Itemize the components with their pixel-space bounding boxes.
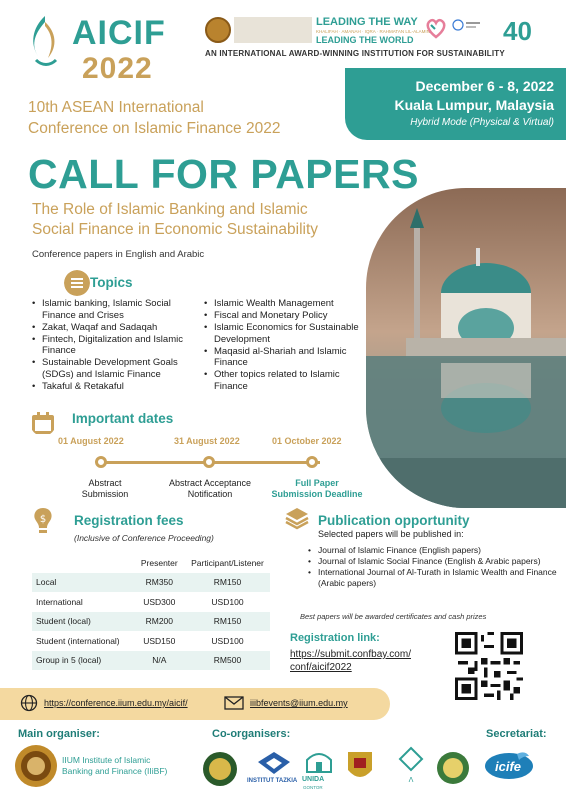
sustainability-heart-icon	[425, 17, 447, 39]
iium-seal-icon	[205, 17, 231, 43]
topic-item: • Maqasid al-Shariah and Islamic Finance	[204, 346, 364, 369]
unida-sub: GONTOR	[303, 785, 323, 790]
aicif-logo-icon	[22, 14, 68, 70]
fees-column-header: Participant/Listener	[191, 557, 264, 568]
fees-cell: International	[36, 596, 83, 607]
fees-cell: RM350	[134, 573, 181, 593]
leading-the-world: LEADING THE WORLD	[316, 35, 414, 45]
language-note: Conference papers in English and Arabic	[32, 249, 205, 260]
co-organisers-heading: Co-organisers:	[212, 728, 291, 740]
publication-item: • International Journal of Al-Turath in Islamic Wealth and Finance (Arabic papers)	[308, 567, 558, 589]
publication-list	[308, 545, 558, 589]
fees-cell: RM200	[134, 612, 181, 632]
lightbulb-coin-icon	[30, 506, 56, 536]
event-dates: December 6 - 8, 2022	[415, 78, 554, 94]
fees-cell: Local	[32, 573, 134, 593]
iium-name-block	[234, 17, 312, 43]
topics-column-1	[32, 298, 202, 393]
fees-cell: Student (local)	[32, 612, 134, 632]
icife-name: icife	[495, 759, 522, 774]
leading-the-way: LEADING THE WAY	[316, 16, 418, 28]
topic-item: • Fiscal and Monetary Policy	[204, 310, 364, 322]
fees-column-header: Presenter	[140, 557, 178, 568]
publication-item: • Journal of Islamic Social Finance (English & Arabic papers)	[308, 556, 558, 567]
date-3: 01 October 2022	[272, 436, 342, 446]
fees-cell: RM150	[181, 573, 270, 593]
fees-table	[32, 553, 270, 670]
timeline-dot-1	[95, 456, 107, 468]
topic-item: • Other topics related to Islamic Finance	[204, 369, 364, 392]
publication-subheading: Selected papers will be published in:	[318, 529, 464, 539]
logo-year: 2022	[82, 52, 153, 85]
fees-cell: USD300	[143, 596, 176, 607]
timeline-dot-2	[203, 456, 215, 468]
tazkia-logo-icon	[254, 750, 294, 776]
topic-item: • Fintech, Digitalization and Islamic Finance	[32, 334, 202, 357]
email-link[interactable]: iiibfevents@iium.edu.my	[250, 698, 348, 708]
topic-item: • Islamic Economics for Sustainable Development	[204, 322, 364, 345]
topic-item: • Sustainable Development Goals (SDGs) and Islamic Finance	[32, 357, 202, 380]
event-mode: Hybrid Mode (Physical & Virtual)	[410, 117, 554, 128]
tazkia-name: INSTITUT TAZKIA	[247, 778, 298, 784]
fees-row	[32, 631, 270, 651]
important-dates-heading: Important dates	[72, 411, 174, 426]
timeline-dot-3	[306, 456, 318, 468]
registration-fees-heading: Registration fees	[74, 513, 184, 528]
co-organiser-logo-6	[436, 750, 470, 786]
fees-cell: Group in 5 (local)	[32, 651, 134, 671]
globe-icon	[20, 694, 38, 712]
anniversary-40-badge: 40	[503, 16, 532, 46]
topics-heading: Topics	[90, 275, 133, 290]
fees-header-row	[32, 553, 270, 573]
layers-stack-icon	[284, 505, 310, 531]
fees-row	[32, 573, 270, 593]
publication-note: Best papers will be awarded certificates and cash prizes	[300, 612, 487, 621]
topic-item: • Takaful & Retakaful	[32, 381, 202, 393]
fees-column-header	[32, 553, 134, 573]
main-organiser-name: IIUM Institute of Islamic Banking and Finance (IIiBF)	[62, 755, 168, 776]
svg-text:ᐱ: ᐱ	[408, 776, 414, 784]
conference-theme: The Role of Islamic Banking and Islamic Social Finance in Economic Sustainability	[32, 201, 319, 238]
fees-cell: RM500	[181, 651, 270, 671]
envelope-icon	[224, 696, 244, 710]
registration-link-heading: Registration link:	[290, 632, 380, 644]
co-organiser-logo-4	[344, 750, 376, 786]
fees-row	[32, 651, 270, 671]
qr-code[interactable]	[455, 632, 523, 700]
fees-cell: N/A	[134, 651, 181, 671]
fees-subheading: (Inclusive of Conference Proceeding)	[74, 533, 214, 543]
logo-wordmark: AICIF	[72, 14, 166, 52]
publication-item: • Journal of Islamic Finance (English papers)	[308, 545, 558, 556]
timeline-label-1: Abstract Submission	[81, 478, 129, 499]
publication-heading: Publication opportunity	[318, 513, 470, 528]
main-organiser-heading: Main organiser:	[18, 728, 100, 740]
secretariat-heading: Secretariat:	[486, 728, 547, 740]
timeline-label-3: Full Paper Submission Deadline	[271, 478, 363, 499]
leading-values: KHALIFAH · AMANAH · IQRA · RAHMATAN LIL-ALAMIN	[316, 29, 430, 34]
sunan-kalijaga-logo-icon	[392, 746, 430, 786]
unida-logo-icon	[304, 748, 334, 774]
fees-cell: USD150	[143, 635, 176, 646]
topic-item: • Zakat, Waqaf and Sadaqah	[32, 322, 202, 334]
fees-cell: USD100	[211, 635, 244, 646]
mosque-photo	[366, 188, 566, 508]
institution-tagline: AN INTERNATIONAL AWARD-WINNING INSTITUTION FOR SUSTAINABILITY	[205, 49, 505, 58]
topic-item: • Islamic banking, Islamic Social Finance and Crises	[32, 298, 202, 321]
event-location: Kuala Lumpur, Malaysia	[394, 97, 554, 113]
topics-icon	[64, 270, 90, 296]
event-date-box	[345, 68, 566, 140]
fees-row	[32, 612, 270, 632]
topics-column-2	[204, 298, 364, 393]
date-2: 31 August 2022	[174, 436, 240, 446]
calendar-icon	[30, 410, 56, 436]
unida-name: UNIDA	[302, 776, 325, 783]
co-organiser-logo-1	[202, 750, 238, 788]
fees-cell: RM150	[181, 612, 270, 632]
un-sdg-icon	[452, 19, 482, 35]
fees-cell: USD100	[211, 596, 244, 607]
fees-cell: Student (international)	[36, 635, 120, 646]
date-1: 01 August 2022	[58, 436, 124, 446]
svg-text:$: $	[39, 514, 47, 525]
registration-link[interactable]: https://submit.confbay.com/ conf/aicif2022	[290, 649, 411, 673]
fees-row	[32, 592, 270, 612]
website-link[interactable]: https://conference.iium.edu.my/aicif/	[44, 698, 188, 708]
timeline-label-2: Abstract Acceptance Notification	[168, 478, 252, 499]
iium-seal-logo-icon	[14, 744, 58, 788]
topic-item: • Islamic Wealth Management	[204, 298, 364, 310]
conference-title: 10th ASEAN International Conference on Islamic Finance 2022	[28, 99, 281, 137]
call-for-papers-headline: CALL FOR PAPERS	[28, 151, 419, 197]
